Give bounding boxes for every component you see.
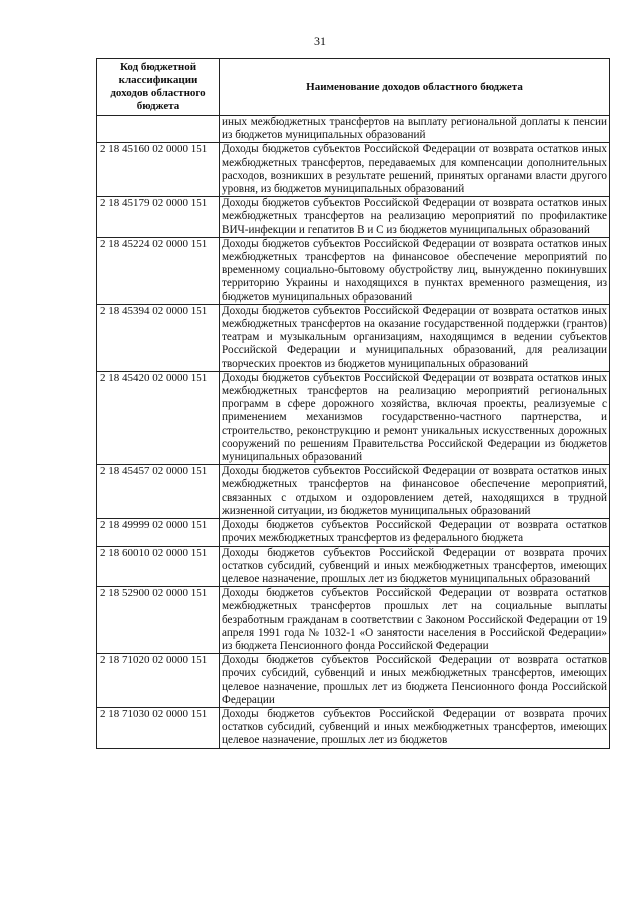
table-row: [97, 587, 610, 654]
table-row: [97, 197, 610, 238]
column-header-code: Код бюджетной классификации доходов областного бюджета: [97, 59, 220, 116]
table-row: [97, 654, 610, 708]
revenue-name-cell: Доходы бюджетов субъектов Российской Федерации от возврата остатков иных межбюджетных трансфертов на реализацию мероприятий региональных программ в сфере дорожного хозяйства, включая проекты, реализуемые с применением механизмов государственно-частного партнерства, и строительство, реконструкцию и ремонт уникальных искусственных дорожных сооружений по решениям Правительства Российской Федерации из бюджетов муниципальных образований: [220, 371, 610, 464]
table-row: [97, 465, 610, 519]
column-header-name: Наименование доходов областного бюджета: [220, 59, 610, 116]
budget-code-cell: [97, 116, 220, 143]
revenue-name-cell: Доходы бюджетов субъектов Российской Федерации от возврата остатков иных межбюджетных трансфертов на финансовое обеспечение мероприятий по временному социально-бытовому обустройству лиц, вынужденно покинувших территорию Украины и находящихся в пунктах временного размещения, из бюджетов муниципальных образований: [220, 237, 610, 304]
revenue-name-cell: Доходы бюджетов субъектов Российской Федерации от возврата остатков иных межбюджетных трансфертов на финансовое обеспечение мероприятий, связанных с отдыхом и оздоровлением детей, находящихся в трудной жизненной ситуации, из бюджетов муниципальных образований: [220, 465, 610, 519]
budget-code-cell: 2 18 45394 02 0000 151: [97, 304, 220, 371]
table-row: [97, 519, 610, 546]
page-number: 31: [314, 34, 326, 48]
budget-code-cell: 2 18 52900 02 0000 151: [97, 587, 220, 654]
table-row: [97, 237, 610, 304]
table-row: [97, 707, 610, 748]
budget-code-cell: 2 18 45457 02 0000 151: [97, 465, 220, 519]
budget-code-cell: 2 18 60010 02 0000 151: [97, 546, 220, 587]
revenue-name-cell: Доходы бюджетов субъектов Российской Федерации от возврата прочих остатков субсидий, субвенций и иных межбюджетных трансфертов, имеющих целевое назначение, прошлых лет из бюджетов муниципальных образований: [220, 546, 610, 587]
budget-code-cell: 2 18 71030 02 0000 151: [97, 707, 220, 748]
revenue-name-cell: Доходы бюджетов субъектов Российской Федерации от возврата остатков прочих субсидий, субвенций и иных межбюджетных трансфертов, имеющих целевое назначение, прошлых лет из бюджета Пенсионного фонда Российской Федерации: [220, 654, 610, 708]
table-row: [97, 371, 610, 464]
table-row: [97, 304, 610, 371]
revenue-name-cell: Доходы бюджетов субъектов Российской Федерации от возврата остатков иных межбюджетных трансфертов, передаваемых для компенсации дополнительных расходов, возникших в результате решений, принятых органами власти другого уровня, из бюджетов муниципальных образований: [220, 143, 610, 197]
budget-code-cell: 2 18 49999 02 0000 151: [97, 519, 220, 546]
revenue-name-cell: Доходы бюджетов субъектов Российской Федерации от возврата остатков прочих межбюджетных трансфертов из федерального бюджета: [220, 519, 610, 546]
table-row: [97, 116, 610, 143]
revenue-name-cell: Доходы бюджетов субъектов Российской Федерации от возврата прочих остатков субсидий, субвенций и иных межбюджетных трансфертов, имеющих целевое назначение, прошлых лет из бюджетов: [220, 707, 610, 748]
revenue-name-cell: иных межбюджетных трансфертов на выплату региональной доплаты к пенсии из бюджетов муниципальных образований: [220, 116, 610, 143]
table-header-row: [97, 59, 610, 116]
budget-code-cell: 2 18 71020 02 0000 151: [97, 654, 220, 708]
budget-code-cell: 2 18 45160 02 0000 151: [97, 143, 220, 197]
budget-code-cell: 2 18 45420 02 0000 151: [97, 371, 220, 464]
budget-code-cell: 2 18 45224 02 0000 151: [97, 237, 220, 304]
revenue-name-cell: Доходы бюджетов субъектов Российской Федерации от возврата остатков иных межбюджетных трансфертов на оказание государственной поддержки (грантов) театрам и музыкальным организациям, находящимся в ведении субъектов Российской Федерации и муниципальных образований, для реализации творческих проектов из бюджетов муниципальных образований: [220, 304, 610, 371]
revenue-name-cell: Доходы бюджетов субъектов Российской Федерации от возврата остатков межбюджетных трансфертов прошлых лет на социальные выплаты безработным гражданам в соответствии с Законом Российской Федерации от 19 апреля 1991 года № 1032-1 «О занятости населения в Российской Федерации» из бюджета Пенсионного фонда Российской Федерации: [220, 587, 610, 654]
table-row: [97, 546, 610, 587]
budget-revenue-table: [96, 58, 610, 749]
revenue-name-cell: Доходы бюджетов субъектов Российской Федерации от возврата остатков иных межбюджетных трансфертов на реализацию мероприятий по профилактике ВИЧ-инфекции и гепатитов В и С из бюджетов муниципальных образований: [220, 197, 610, 238]
table-row: [97, 143, 610, 197]
budget-code-cell: 2 18 45179 02 0000 151: [97, 197, 220, 238]
